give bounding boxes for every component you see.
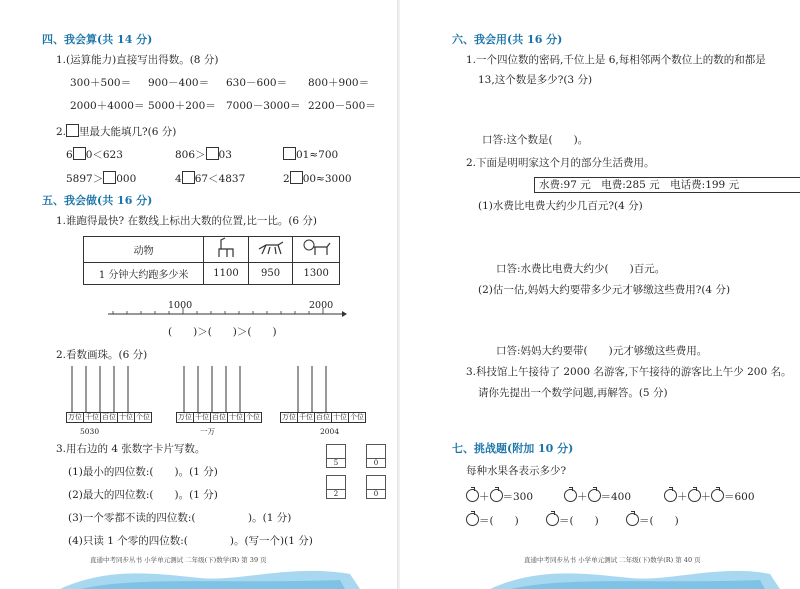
- calc-item: 7000－3000＝: [226, 100, 301, 112]
- question-5-3: 3.用右边的 4 张数字卡片写数。: [56, 443, 206, 455]
- abacus-number: 2004: [320, 427, 340, 436]
- table-row-label: 1 分钟大约跑多少米: [84, 263, 204, 285]
- answer-6-2-2: 口答:妈妈大约要带( )元才够缴这些费用。: [496, 345, 708, 357]
- question-6-2-1: (1)水费比电费大约少几百元?(4 分): [478, 200, 643, 212]
- apple-icon: [466, 489, 479, 502]
- question-6-3: 3.科技馆上午接待了 2000 名游客,下午接待的游客比上午少 200 名。: [466, 366, 792, 378]
- panda-card-icon: 5: [326, 444, 346, 468]
- question-6-1: 1.一个四位数的密码,千位上是 6,每相邻两个数位上的数的和都是: [466, 54, 766, 66]
- calc-item: 630－600＝: [226, 77, 288, 89]
- section-5-title: 五、我会做(共 16 分): [42, 194, 153, 207]
- abacus-number: 5030: [80, 427, 100, 436]
- page-footer: 直通中考同步丛书 小学单元测试 二年级(下)数学(R) 第 39 页: [90, 556, 267, 564]
- fees-box: 水费:97 元 电费:285 元 电话费:199 元: [534, 177, 800, 193]
- question-5-3-3: (3)一个零都不读的四位数:( )。(1 分): [68, 512, 292, 524]
- apple-icon: [664, 489, 677, 502]
- calc-item: 900－400＝: [148, 77, 210, 89]
- answer-6-1: 口答:这个数是( )。: [482, 134, 589, 146]
- peach-icon: [711, 489, 724, 502]
- fill-item: 6 0＜623: [66, 149, 123, 161]
- blank-box-icon[interactable]: [206, 147, 219, 160]
- footer-wave-decoration: [0, 556, 398, 589]
- question-6-1-cont: 13,这个数是多少?(3 分): [478, 74, 593, 86]
- blank-box-icon[interactable]: [103, 171, 116, 184]
- pear-icon: [564, 489, 577, 502]
- question-5-3-1: (1)最小的四位数:( )。(1 分): [68, 466, 218, 478]
- abacus-labels: 万位 千位 百位 十位 个位: [68, 413, 150, 421]
- equation-3: ＋ ＋ ＝600: [664, 489, 755, 503]
- pear-icon: [688, 489, 701, 502]
- question-4-1: 1.(运算能力)直接写出得数。(8 分): [56, 54, 219, 66]
- pear-icon: [490, 489, 503, 502]
- blank-box-icon[interactable]: [73, 147, 86, 160]
- calc-item: 5000＋200＝: [148, 100, 216, 112]
- numberline-label: 2000: [309, 300, 334, 311]
- calc-item: 2000＋4000＝: [70, 100, 145, 112]
- fill-item: 2 00≈3000: [283, 173, 352, 185]
- abacus-labels: 万位 千位 百位 十位 个位: [282, 413, 364, 421]
- equation-1: ＋ ＝300: [466, 489, 533, 503]
- question-6-3-cont: 请你先提出一个数学问题,再解答。(5 分): [478, 387, 668, 399]
- question-6-2-2: (2)估一估,妈妈大约要带多少元才够缴这些费用?(4 分): [478, 284, 731, 296]
- table-cell: 950: [248, 263, 293, 285]
- section-6-title: 六、我会用(共 16 分): [452, 33, 563, 46]
- fill-item: 806＞ 03: [175, 149, 232, 161]
- abacus-labels: 万位 千位 百位 十位 个位: [178, 413, 260, 421]
- fill-item: 01≈700: [283, 147, 338, 161]
- calc-item: 2200－500＝: [308, 100, 376, 112]
- table-header-animal: 动物: [84, 237, 204, 263]
- cat-card-icon: 0: [366, 475, 386, 499]
- section-4-title: 四、我会算(共 14 分): [42, 33, 153, 46]
- cheetah-icon: [248, 237, 293, 263]
- apple-icon: [466, 513, 479, 526]
- equation-2: ＋ ＝400: [564, 489, 631, 503]
- answer-apple: ＝( ): [466, 513, 519, 527]
- pear-icon: [546, 513, 559, 526]
- animal-speed-table: [83, 236, 340, 285]
- table-cell: 1300: [293, 263, 340, 285]
- fill-item: 4 67＜4837: [175, 173, 246, 185]
- elephant-card-icon: 2: [326, 475, 346, 499]
- number-line: [108, 308, 348, 320]
- lion-card-icon: 0: [366, 444, 386, 468]
- question-6-2: 2.下面是明明家这个月的部分生活费用。: [466, 157, 655, 169]
- blank-box-icon[interactable]: [290, 171, 303, 184]
- section-7-title: 七、挑战题(附加 10 分): [452, 442, 574, 455]
- question-4-2: 2. 里最大能填几?(6 分): [56, 126, 177, 138]
- peach-icon: [588, 489, 601, 502]
- footer-wave-decoration: [400, 556, 800, 589]
- question-5-2: 2.看数画珠。(6 分): [56, 349, 148, 361]
- question-5-3-4: (4)只读 1 个零的四位数:( )。(写一个)(1 分): [68, 535, 313, 547]
- answer-pear: ＝( ): [546, 513, 599, 527]
- blank-box-icon[interactable]: [283, 147, 296, 160]
- answer-peach: ＝( ): [626, 513, 679, 527]
- question-5-3-2: (2)最大的四位数:( )。(1 分): [68, 489, 218, 501]
- lion-icon: [293, 237, 340, 263]
- giraffe-icon: [204, 237, 249, 263]
- table-cell: 1100: [204, 263, 249, 285]
- abacus-rods: [66, 366, 338, 414]
- peach-icon: [626, 513, 639, 526]
- numberline-label: 1000: [168, 300, 193, 311]
- compare-blanks: ( )＞( )＞( ): [168, 326, 277, 338]
- blank-box-icon[interactable]: [182, 171, 195, 184]
- fill-item: 5897＞ 000: [66, 173, 137, 185]
- abacus-number: 一万: [200, 427, 215, 436]
- left-page: [0, 0, 398, 589]
- calc-item: 800＋900＝: [308, 77, 370, 89]
- question-7: 每种水果各表示多少?: [466, 465, 567, 477]
- calc-item: 300＋500＝: [70, 77, 132, 89]
- page-footer: 直通中考同步丛书 小学单元测试 二年级(下)数学(R) 第 40 页: [524, 556, 701, 564]
- question-5-1: 1.谁跑得最快? 在数线上标出大数的位置,比一比。(6 分): [56, 215, 318, 227]
- answer-6-2-1: 口答:水费比电费大约少( )百元。: [496, 263, 666, 275]
- right-page: [400, 0, 800, 589]
- blank-box-icon: [66, 124, 79, 137]
